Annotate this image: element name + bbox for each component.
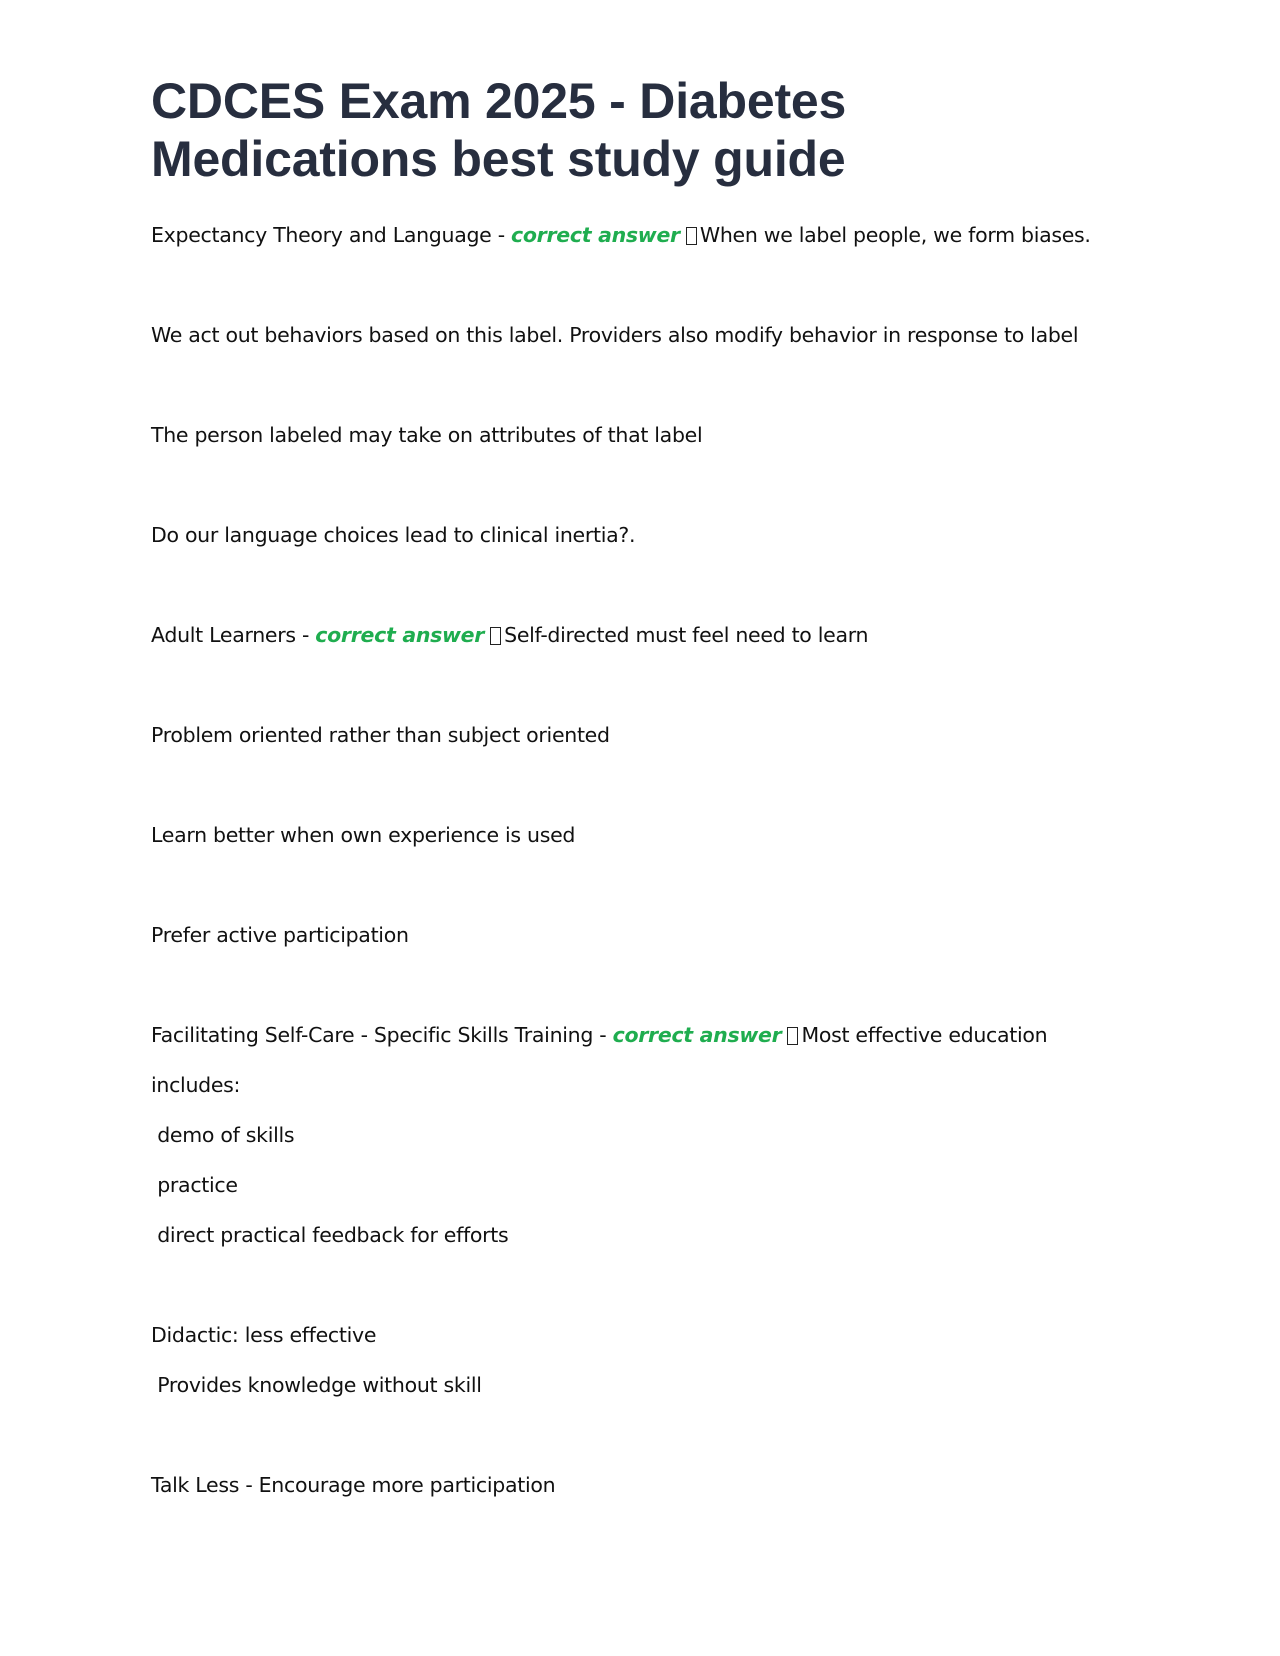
body-line: Problem oriented rather than subject oriented: [151, 723, 610, 747]
qa-self-care-question: [151, 1010, 1131, 1060]
body-line: Learn better when own experience is used: [151, 823, 576, 847]
missing-glyph-icon: [787, 1027, 798, 1045]
document-page: [151, 72, 1131, 1510]
body-line: Provides knowledge without skill: [151, 1373, 482, 1397]
document-title: CDCES Exam 2025 - Diabetes Medications best study guide: [151, 73, 847, 187]
answer-text: When we label people, we form biases.: [699, 223, 1091, 247]
list-item: demo of skills: [151, 1123, 295, 1147]
list-item: direct practical feedback for efforts: [151, 1223, 509, 1247]
body-line: Talk Less - Encourage more participation: [151, 1473, 556, 1497]
qa-adult-learners-question: [151, 610, 1131, 660]
missing-glyph-icon: [490, 627, 501, 645]
body-line: Do our language choices lead to clinical inertia?.: [151, 523, 636, 547]
body-line: Didactic: less effective: [151, 1323, 377, 1347]
list-item: practice: [151, 1173, 238, 1197]
correct-answer-label: correct answer: [315, 623, 485, 647]
correct-answer-label: correct answer: [511, 223, 680, 247]
body-line: We act out behaviors based on this label. Providers also modify behavior in response to label: [151, 323, 1079, 347]
body-line: The person labeled may take on attributes of that label: [151, 423, 703, 447]
question-label: Facilitating Self-Care - Specific Skills Training -: [151, 1023, 613, 1047]
missing-glyph-icon: [686, 227, 697, 245]
question-label: Expectancy Theory and Language -: [151, 223, 512, 247]
body-line: includes:: [151, 1073, 241, 1097]
question-label: Adult Learners -: [151, 623, 316, 647]
body-line: Prefer active participation: [151, 923, 409, 947]
answer-text: Self-directed must feel need to learn: [504, 623, 869, 647]
correct-answer-label: correct answer: [612, 1023, 782, 1047]
qa-expectancy-question: [151, 210, 1131, 260]
answer-text: Most effective education: [801, 1023, 1048, 1047]
